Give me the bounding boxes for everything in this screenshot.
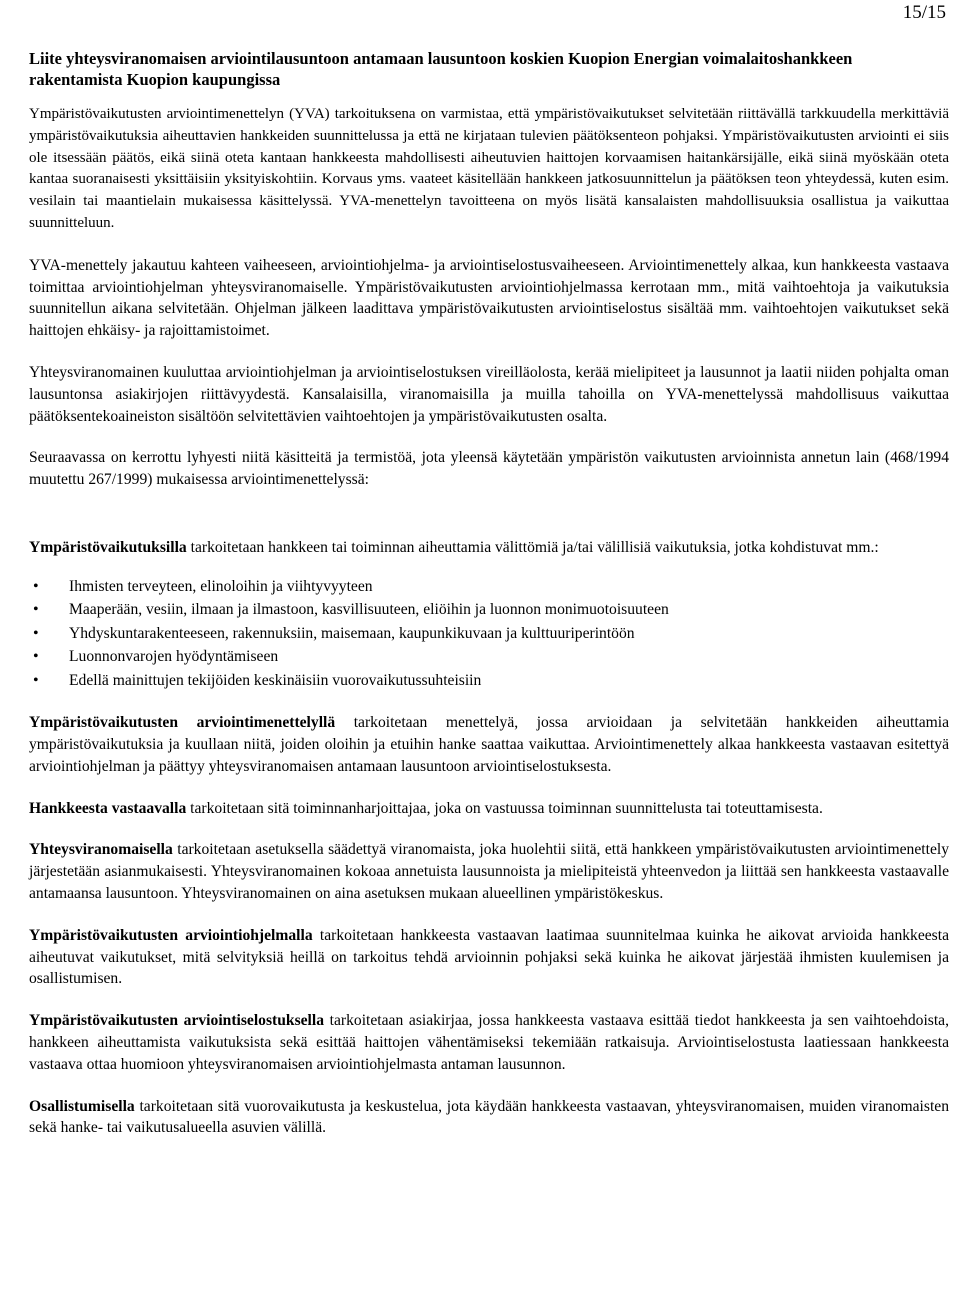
definition-term: Hankkeesta vastaavalla [29, 799, 187, 817]
document-title: Liite yhteysviranomaisen arviointilausuntoon antamaan lausuntoon koskien Kuopion Energian voimalaitoshankkeen rakentamista Kuopion kaupungissa [29, 49, 853, 89]
definition-text: tarkoitetaan asiakirjaa, jossa hankkeesta vastaava esittää tiedot hankkeesta ja sen vaihtoehdoista, hankkeen aiheuttamista vaikutuksista sekä esittää haittojen vähentämiseksi tekemiään ratkaisuja. Arviointiselostusta laatiessaan hankkeesta vastaava ottaa huomioon yhteysviranomaisen arviointiohjelmasta antaman lausunnon. [29, 1012, 949, 1073]
document-body [29, 48, 949, 1139]
definition-assessment-procedure [29, 712, 949, 777]
list-item: • Yhdyskuntarakenteeseen, rakennuksiin, maisemaan, kaupunkikuvaan ja kulttuuriperintöön [29, 622, 949, 646]
list-item: • Luonnonvarojen hyödyntämiseen [29, 645, 949, 669]
impact-list [29, 575, 949, 693]
definition-term: Osallistumisella [29, 1097, 135, 1115]
list-item: • Edellä mainittujen tekijöiden keskinäisiin vuorovaikutussuhteisiin [29, 669, 949, 693]
definition-project-owner [29, 798, 949, 820]
definition-term: Yhteysviranomaisella [29, 841, 173, 859]
definition-participation [29, 1096, 949, 1140]
definition-contact-authority [29, 839, 949, 904]
page-number: 15/15 [902, 2, 946, 23]
definition-text: tarkoitetaan hankkeesta vastaavan laatimaa suunnitelmaa kuinka he aikovat arvioida hankkeesta aiheutuvat vaikutukset, mitä selvityksiä heillä on tarkoitus tehdä arvioinnin pohjaksi sekä kuinka he aikovat järjestää ihmisten kuulemisen ja osallistumisen. [29, 926, 950, 988]
definition-assessment-report [29, 1010, 949, 1075]
definition-text: tarkoitetaan menettelyä, jossa arvioidaan ja selvitetään hankkeiden aiheuttamia ympäristövaikutuksia ja kuullaan niitä, joiden oloihin ja etuihin hanke saattaa vaikuttaa. Arviointimenettely alkaa hankkeesta vastaavan esitettyä arviointiohjelman ja päättyy yhteysviranomaisen antamaan lausuntoon arviointiselostuksesta. [29, 714, 949, 775]
definition-term: Ympäristövaikutusten arviointimenettelyllä [29, 714, 336, 732]
paragraph-terms-intro: Seuraavassa on kerrottu lyhyesti niitä käsitteitä ja termistöä, jota yleensä käytetään ympäristön vaikutusten arvioinnista annetun lain (468/1994 muutettu 267/1999) mukaisessa arviointimenettelyssä: [29, 449, 949, 489]
definition-assessment-programme [29, 925, 949, 990]
definition-text: tarkoitetaan sitä vuorovaikutusta ja keskustelua, jota käydään hankkeesta vastaavan, yhteysviranomaisen, muiden viranomaisten sekä hanke- tai vaikutusalueella asuvien välillä. [29, 1097, 949, 1137]
definition-text: tarkoitetaan sitä toiminnanharjoittajaa, joka on vastuussa toiminnan suunnittelusta tai toteuttamisesta. [186, 799, 823, 817]
definition-term: Ympäristövaikutusten arviointiohjelmalla [29, 926, 313, 944]
definition-text: tarkoitetaan asetuksella säädettyä viranomaista, joka huolehtii siitä, että hankkeen ympäristövaikutusten arviointimenettely järjestetään asianmukaisesti. Yhteysviranomainen kokoaa annetuista lausunnoista ja mielipiteistä yhteenvedon ja liittää sen hankkeesta vastaavalle antamaansa lausuntoon. Yhteysviranomainen on aina asetuksen mukaan alueellinen ympäristökeskus. [29, 841, 949, 903]
list-item: • Ihmisten terveyteen, elinoloihin ja viihtyvyyteen [29, 575, 949, 599]
definition-term: Ympäristövaikutuksilla [29, 538, 187, 556]
definition-environmental-impacts [29, 537, 949, 559]
definition-term: Ympäristövaikutusten arviointiselostuksella [29, 1012, 325, 1030]
paragraph-authority: Yhteysviranomainen kuuluttaa arviointiohjelman ja arviointiselostuksen vireilläolosta, kerää mielipiteet ja lausunnot ja laatii niiden pohjalta oman lausuntonsa asiakirjojen riittävyydestä. Kansalaisilla, viranomaisilla ja muilla tahoilla on YVA-menettelyssä mahdollisuus vaikuttaa päätöksentekoaineiston sisältöön selvitettävien vaihtoehtojen ja ympäristövaikutusten osalta. [29, 363, 949, 425]
paragraph-intro: Ympäristövaikutusten arviointimenettelyn (YVA) tarkoituksena on varmistaa, että ympäristövaikutukset selvitetään riittävällä tarkkuudella merkittäviä ympäristövaikutuksia aiheuttavien hankkeiden suunnittelussa ja että ne kirjataan tulevien päätöksenteon pohjaksi. Ympäristövaikutusten arviointi ei siis ole itsessään päätös, eikä siinä oteta kantaan hankkeesta mahdollisesti aiheutuvien haittojen korvaamisen haitankärsijälle, eikä siinä myöskään oteta kantaa suoranaisesti yksittäisiin yksityiskohtiin. Korvaus yms. vaateet käsitellään hankkeen jatkosuunnittelun ja päätöksen teon yhteydessä, kuten esim. vesilain tai maantielain mukaisessa käsittelyssä. YVA-menettelyn tavoitteena on myös lisätä kansalaisten mahdollisuuksia osallistua ja vaikuttaa suunnitteluun. [29, 106, 949, 231]
definition-text: tarkoitetaan hankkeen tai toiminnan aiheuttamia välittömiä ja/tai välillisiä vaikutuksia, jotka kohdistuvat mm.: [186, 538, 879, 556]
paragraph-phases: YVA-menettely jakautuu kahteen vaiheeseen, arviointiohjelma- ja arviointiselostusvaiheeseen. Arviointimenettely alkaa, kun hankkeesta vastaava toimittaa arviointiohjelman yhteysviranomaiselle. Ympäristövaikutusten arviointiohjelmassa kerrotaan mm., mitä vaihtoehtoja ja vaikutuksia suunnitellun aikana selvitetään. Ohjelman jälkeen laadittava ympäristövaikutusten arviointiselostus sisältää mm. vaihtoehtojen vaikutukset sekä haittojen ehkäisy- ja rajoittamistoimet. [29, 256, 949, 340]
list-item: • Maaperään, vesiin, ilmaan ja ilmastoon, kasvillisuuteen, eliöihin ja luonnon monimuotoisuuteen [29, 598, 949, 622]
